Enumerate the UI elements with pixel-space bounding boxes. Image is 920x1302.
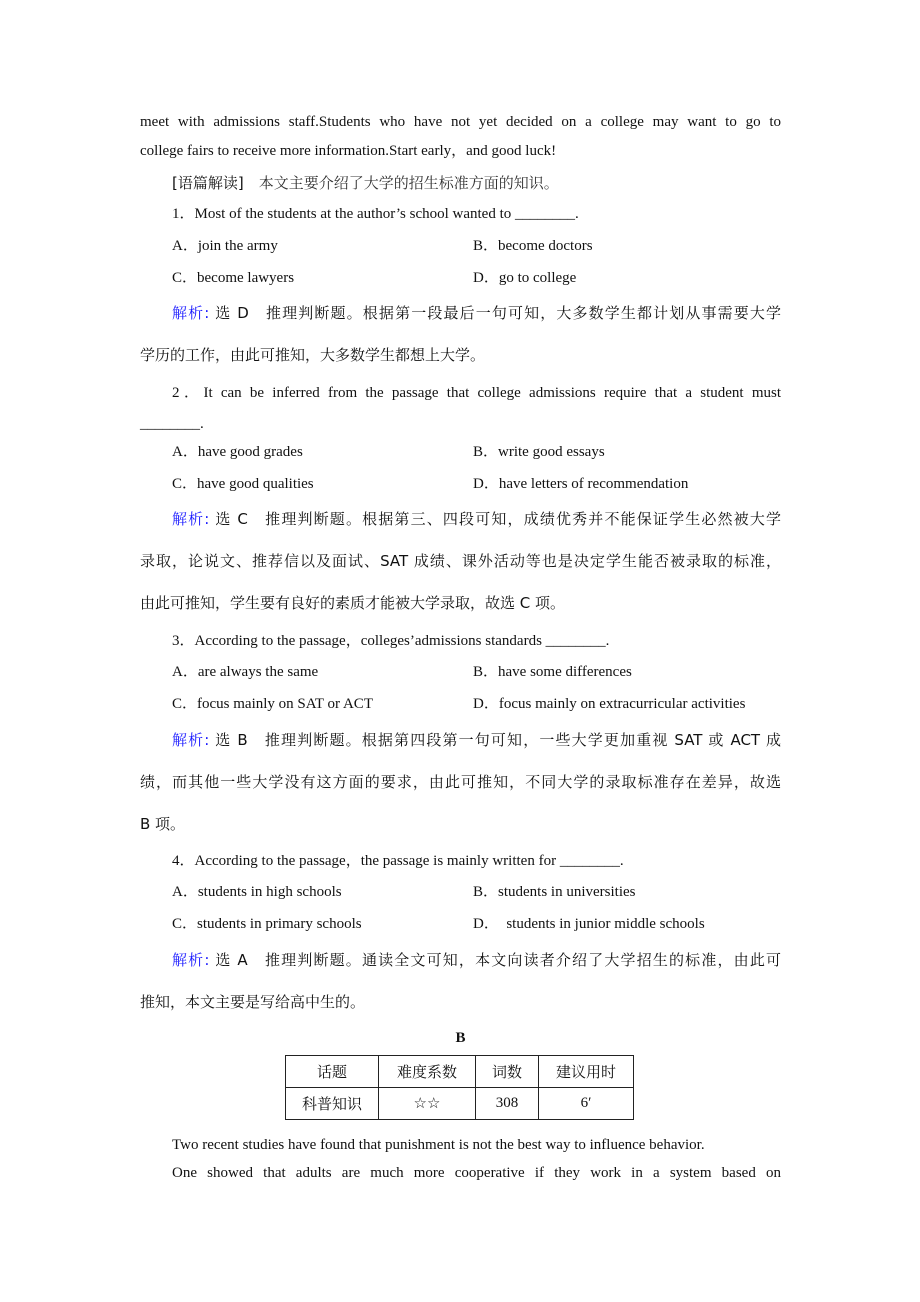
option-b: B．have some differences <box>473 664 632 680</box>
option-a: A．join the army <box>172 238 278 254</box>
paragraph-line: college fairs to receive more information.Start early，and good luck! <box>140 143 557 159</box>
table-header: 词数 <box>476 1056 539 1088</box>
analysis-line: 解析: 选 C 推理判断题。根据第三、四段可知，成绩优秀并不能保证学生必然被大学 <box>172 510 781 528</box>
analysis-line: 绩，而其他一些大学没有这方面的要求，由此可推知，不同大学的录取标准存在差异，故选 <box>140 773 781 791</box>
table-row <box>286 1088 634 1120</box>
option-d: D．have letters of recommendation <box>473 476 689 492</box>
paragraph-line: Two recent studies have found that punishment is not the best way to influence behavior. <box>172 1137 705 1153</box>
question-1-stem: 1．Most of the students at the author’s school wanted to ________. <box>172 206 579 222</box>
option-a: A．students in high schools <box>172 884 342 900</box>
question-2-options-row <box>172 473 781 495</box>
option-d: D．focus mainly on extracurricular activities <box>473 696 746 712</box>
analysis-label: 解析: <box>172 304 210 322</box>
analysis-label: 解析: <box>172 731 210 749</box>
option-a: A．are always the same <box>172 664 319 680</box>
option-c: C．focus mainly on SAT or ACT <box>172 696 373 712</box>
table-cell: 308 <box>476 1088 539 1120</box>
section-heading: B <box>455 1030 466 1046</box>
analysis-line: 解析: 选 B 推理判断题。根据第四段第一句可知，一些大学更加重视 SAT 或 ACT 成 <box>172 731 781 749</box>
question-1-options-row <box>172 267 781 289</box>
question-1-options-row <box>172 235 781 257</box>
option-b: B．write good essays <box>473 444 605 460</box>
analysis-label: 解析: <box>172 951 210 969</box>
summary-text: 本文主要介绍了大学的招生标准方面的知识。 <box>258 174 559 192</box>
passage-summary <box>172 172 781 194</box>
analysis-line: 解析: 选 D 推理判断题。根据第一段最后一句可知，大多数学生都计划从事需要大学 <box>172 304 781 322</box>
question-3-options-row <box>172 693 781 715</box>
option-c: C．become lawyers <box>172 270 295 286</box>
question-3-options-row <box>172 661 781 683</box>
option-a: A．have good grades <box>172 444 303 460</box>
analysis-line: 由此可推知，学生要有良好的素质才能被大学录取，故选 C 项。 <box>140 594 566 612</box>
table-header: 建议用时 <box>539 1056 634 1088</box>
summary-label: [语篇解读] <box>172 174 244 192</box>
option-c: C．students in primary schools <box>172 916 362 932</box>
option-b: B．students in universities <box>473 884 636 900</box>
question-4-stem: 4．According to the passage，the passage is mainly written for ________. <box>172 853 624 869</box>
table-header-row <box>286 1056 634 1088</box>
question-4-options-row <box>172 913 781 935</box>
question-3-stem: 3．According to the passage，colleges’admissions standards ________. <box>172 633 610 649</box>
analysis-line: 推知，本文主要是写给高中生的。 <box>140 993 366 1011</box>
passage-info-table <box>285 1055 634 1120</box>
analysis-line: B 项。 <box>140 815 186 833</box>
question-2-stem-cont: ________. <box>140 416 204 432</box>
question-2-options-row <box>172 441 781 463</box>
option-d: D． students in junior middle schools <box>473 916 705 932</box>
table-header: 话题 <box>286 1056 379 1088</box>
question-4-options-row <box>172 881 781 903</box>
analysis-label: 解析: <box>172 510 210 528</box>
table-cell: 6′ <box>539 1088 634 1120</box>
analysis-line: 录取，论说文、推荐信以及面试、SAT 成绩、课外活动等也是决定学生能否被录取的标准， <box>140 552 781 570</box>
table-cell: 科普知识 <box>286 1088 379 1120</box>
option-b: B．become doctors <box>473 238 593 254</box>
analysis-line: 学历的工作，由此可推知，大多数学生都想上大学。 <box>140 346 486 364</box>
option-d: D．go to college <box>473 270 577 286</box>
paragraph-line: One showed that adults are much more cooperative if they work in a system based on <box>172 1165 781 1181</box>
analysis-line: 解析: 选 A 推理判断题。通读全文可知，本文向读者介绍了大学招生的标准，由此可 <box>172 951 781 969</box>
table-cell: ☆☆ <box>379 1088 476 1120</box>
table-header: 难度系数 <box>379 1056 476 1088</box>
option-c: C．have good qualities <box>172 476 314 492</box>
paragraph-line: meet with admissions staff.Students who have not yet decided on a college may want to go to <box>140 114 781 130</box>
question-2-stem: 2．It can be inferred from the passage that college admissions require that a student must <box>172 385 781 401</box>
